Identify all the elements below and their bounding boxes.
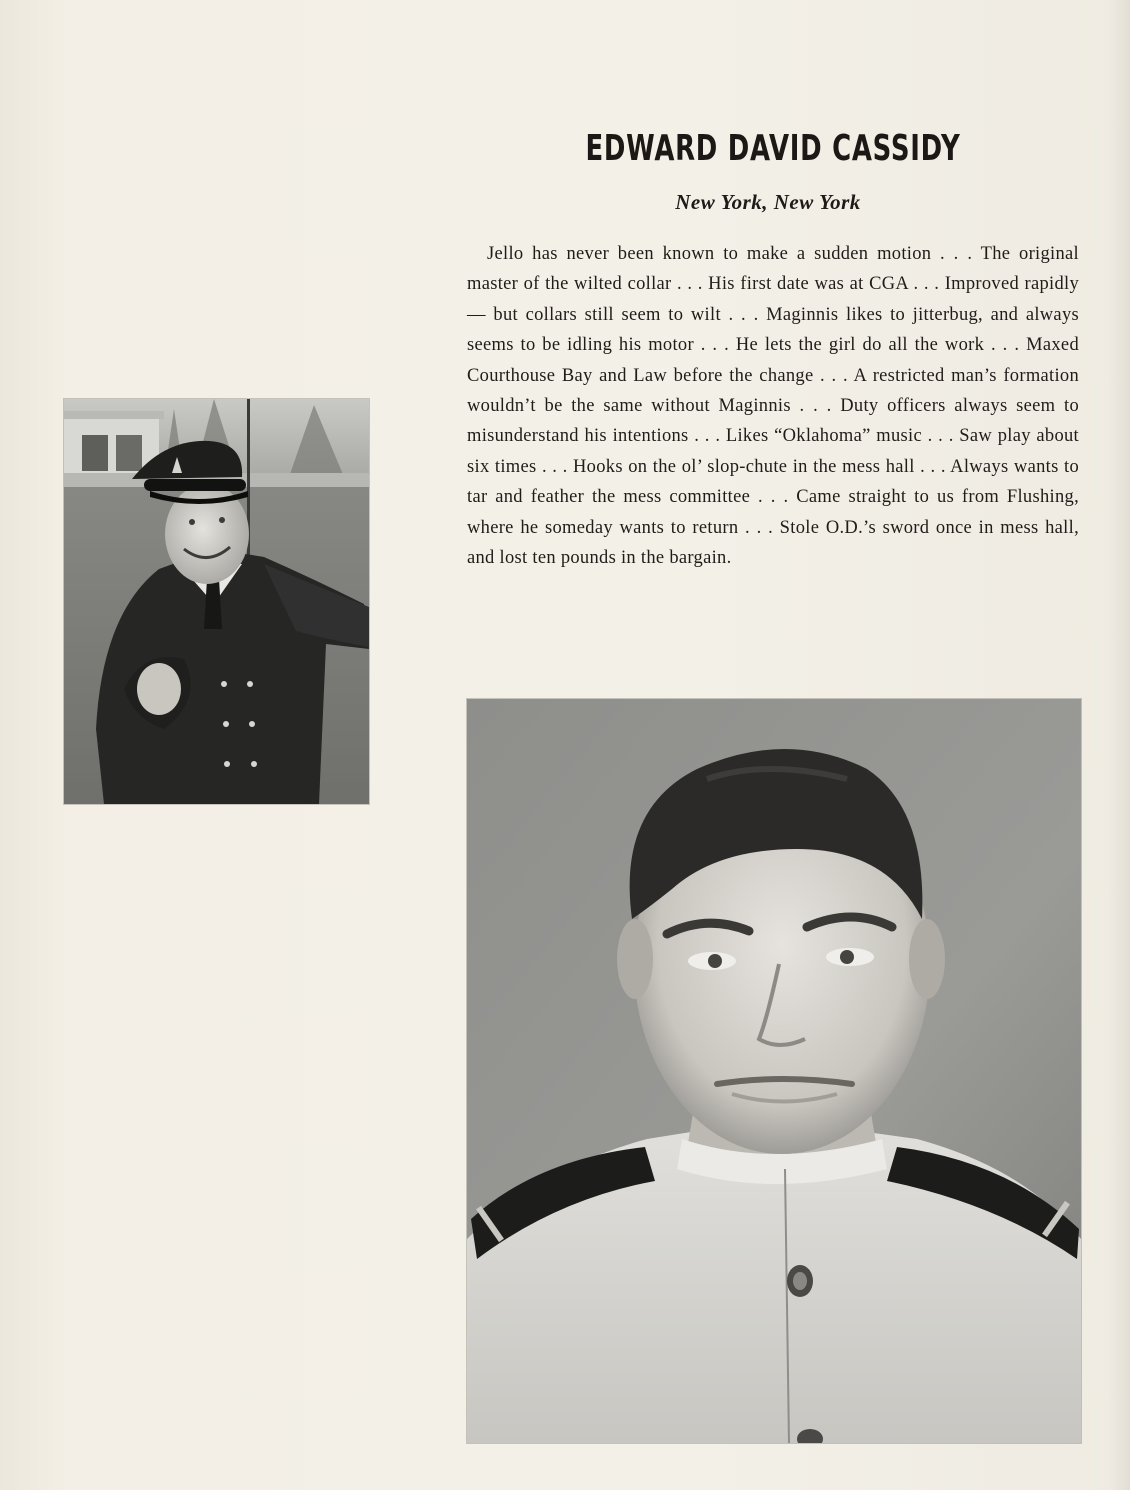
portrait-photo-image bbox=[467, 699, 1081, 1443]
page-edge-shadow bbox=[1108, 0, 1130, 1490]
formal-portrait-photo bbox=[467, 699, 1081, 1443]
student-biography: Jello has never been known to make a sudden motion . . . The original master of the wilted collar . . . His first date was at CGA . . . Improved rapidly — but collars still seem to wilt . . . Maginnis likes to jitterbug, and always seems to be idling his motor . . . He lets the girl do all the work . . . Maxed Courthouse Bay and Law before the change . . . A restricted man’s formation wouldn’t be the same without Maginnis . . . Duty officers always seem to misunderstand his intentions . . . Likes “Oklahoma” music . . . Saw play about six times . . . Hooks on the ol’ slop-chute in the mess hall . . . Always wants to tar and feather the mess committee . . . Came straight to us from Flushing, where he someday wants to return . . . Stole O.D.’s sword once in mess hall, and lost ten pounds in the bargain. bbox=[467, 244, 1079, 569]
student-hometown: New York, New York bbox=[675, 190, 861, 214]
candid-uniform-photo bbox=[64, 399, 369, 804]
student-name: EDWARD DAVID CASSIDY bbox=[585, 128, 961, 169]
candid-photo-image bbox=[64, 399, 369, 804]
